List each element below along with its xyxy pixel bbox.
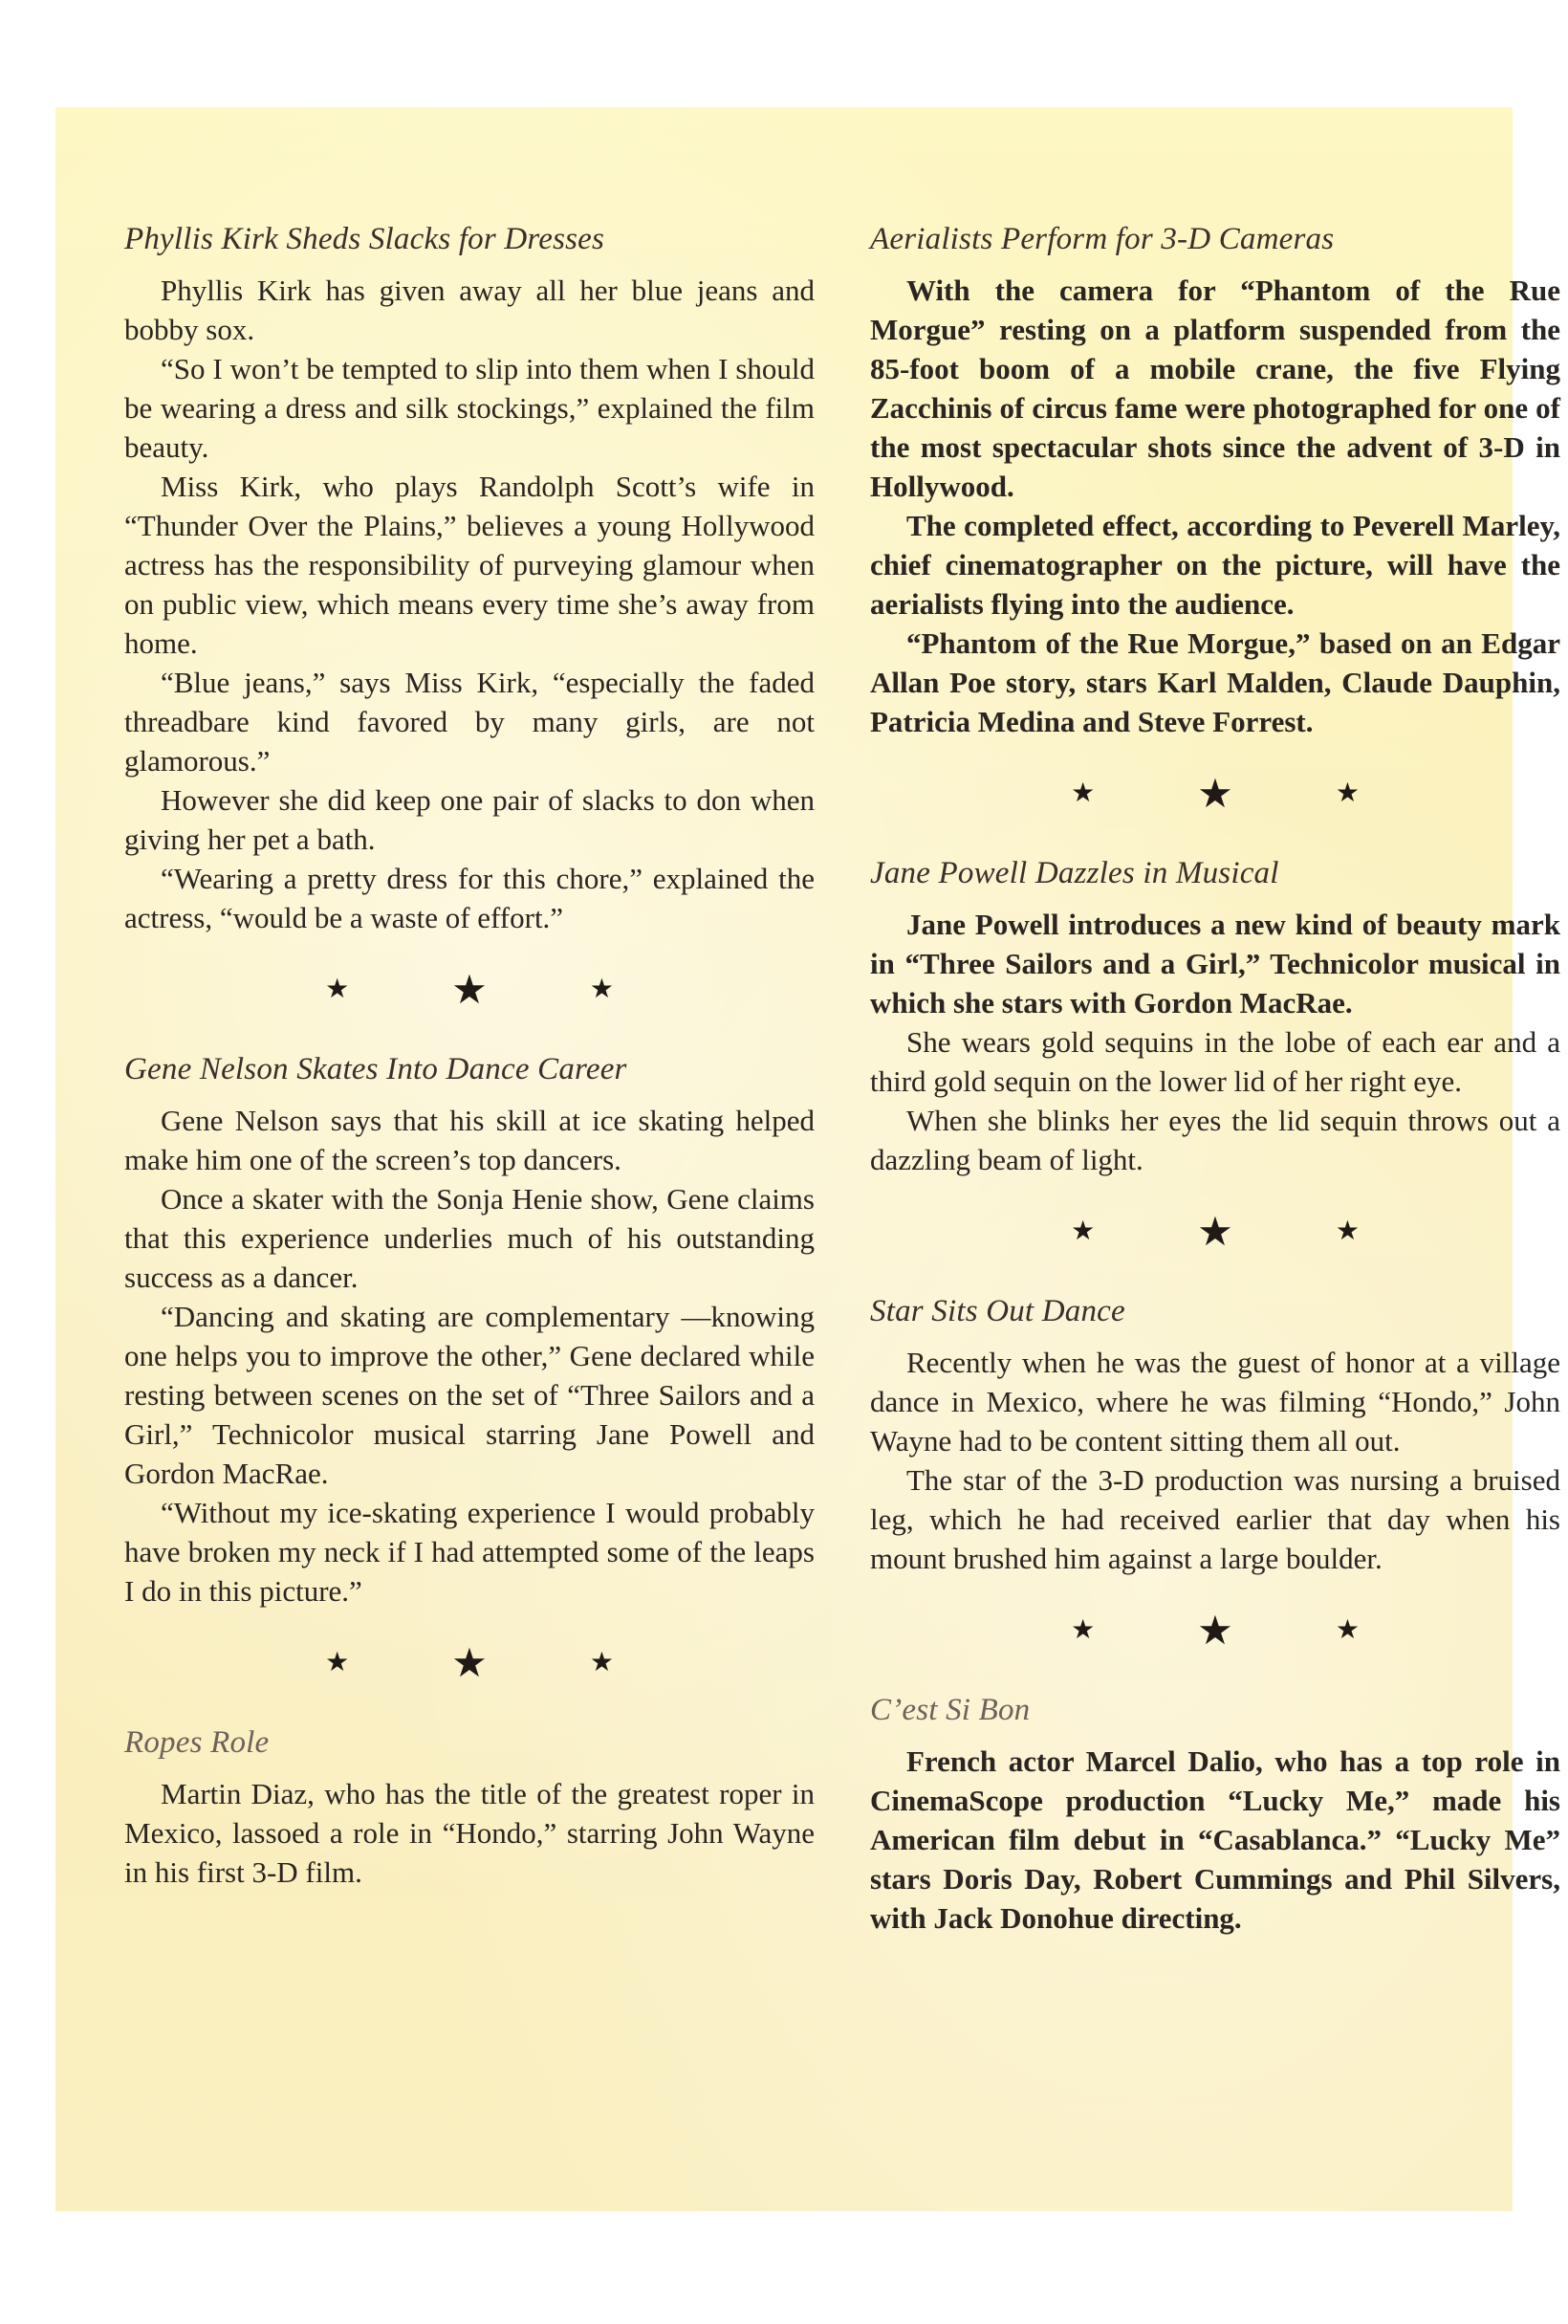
star-icon: ★ — [1335, 778, 1360, 808]
article-paragraph: Martin Diaz, who has the title of the greatest roper in Mexico, lassoed a role in “Hondo,” starring John Wayne in his first 3-D film. — [124, 1777, 815, 1889]
article-headline: C’est Si Bon — [870, 1693, 1031, 1727]
article-headline: Star Sits Out Dance — [870, 1294, 1125, 1328]
article-ropes-role — [124, 1725, 815, 1892]
star-separator — [124, 966, 815, 1014]
star-icon: ★ — [1197, 773, 1233, 817]
article-headline: Jane Powell Dazzles in Musical — [870, 856, 1279, 890]
article-paragraph: French actor Marcel Dalio, who has a top role in CinemaScope production “Lucky Me,” made his American film debut in “Casablanca.” “Lucky Me” stars Doris Day, Robert Cummings and Phil Silvers, with Jack Donohue directing. — [870, 1744, 1560, 1935]
article-headline: Phyllis Kirk Sheds Slacks for Dresses — [124, 222, 605, 256]
article-paragraph: With the camera for “Phantom of the Rue Morgue” resting on a platform suspended from the 85-foot boom of a mobile crane, the five Flying Zacchinis of circus fame were photographed for one of the most spectacular shots since the advent of 3-D in Hollywood. — [870, 274, 1560, 503]
magazine-page — [55, 107, 1560, 2211]
article-paragraph: Gene Nelson says that his skill at ice skating helped make him one of the screen’s top dancers. — [124, 1104, 815, 1176]
article-cest-si-bon — [870, 1693, 1560, 1938]
star-icon: ★ — [325, 975, 350, 1004]
star-icon: ★ — [589, 1648, 614, 1677]
star-separator — [870, 1607, 1560, 1655]
left-column — [124, 222, 815, 1892]
star-icon: ★ — [1071, 1615, 1096, 1645]
article-paragraph: Phyllis Kirk has given away all her blue jeans and bobby sox. — [124, 274, 815, 346]
star-separator — [124, 1639, 815, 1687]
article-paragraph: However she did keep one pair of slacks to don when giving her pet a bath. — [124, 783, 815, 856]
star-icon: ★ — [1071, 778, 1096, 808]
article-paragraph: The completed effect, according to Peverell Marley, chief cinematographer on the picture, will have the aerialists flying into the audience. — [870, 509, 1560, 621]
star-icon: ★ — [1197, 1211, 1233, 1255]
article-aerialists — [870, 222, 1560, 741]
article-paragraph: When she blinks her eyes the lid sequin throws out a dazzling beam of light. — [870, 1104, 1560, 1176]
article-paragraph: Once a skater with the Sonja Henie show, Gene claims that this experience underlies much of his outstanding success as a dancer. — [124, 1182, 815, 1294]
star-separator — [870, 1208, 1560, 1256]
article-paragraph: “Dancing and skating are complementary —knowing one helps you to improve the other,” Gene declared while resting between scenes on the set of “Three Sailors and a Girl,” Technicolor musical starring Jane Powell and Gordon MacRae. — [124, 1300, 815, 1490]
article-paragraph: Miss Kirk, who plays Randolph Scott’s wife in “Thunder Over the Plains,” believes a young Hollywood actress has the responsibility of purveying glamour when on public view, which means every time she’s away from home. — [124, 470, 815, 660]
star-icon: ★ — [1335, 1217, 1360, 1246]
star-icon: ★ — [1197, 1610, 1233, 1654]
article-paragraph: “Wearing a pretty dress for this chore,” explained the actress, “would be a waste of effort.” — [124, 862, 815, 934]
article-star-sits-out — [870, 1294, 1560, 1578]
article-paragraph: Recently when he was the guest of honor at a village dance in Mexico, where he was filming “Hondo,” John Wayne had to be content sitting them all out. — [870, 1346, 1560, 1458]
article-headline: Aerialists Perform for 3-D Cameras — [870, 222, 1335, 256]
article-paragraph: Jane Powell introduces a new kind of beauty mark in “Three Sailors and a Girl,” Technicolor musical in which she stars with Gordon MacRae. — [870, 908, 1560, 1019]
star-icon: ★ — [589, 975, 614, 1004]
star-icon: ★ — [1071, 1217, 1096, 1246]
article-paragraph: “Blue jeans,” says Miss Kirk, “especially the faded threadbare kind favored by many girls, are not glamorous.” — [124, 666, 815, 778]
article-paragraph: She wears gold sequins in the lobe of each ear and a third gold sequin on the lower lid of her right eye. — [870, 1025, 1560, 1098]
star-icon: ★ — [451, 1642, 488, 1686]
article-phyllis-kirk — [124, 222, 815, 937]
star-separator — [870, 770, 1560, 818]
article-jane-powell — [870, 856, 1560, 1179]
star-icon: ★ — [325, 1648, 350, 1677]
article-paragraph: The star of the 3-D production was nursing a bruised leg, which he had received earlier that day when his mount brushed him against a large boulder. — [870, 1463, 1560, 1575]
article-gene-nelson — [124, 1052, 815, 1611]
article-paragraph: “So I won’t be tempted to slip into them when I should be wearing a dress and silk stockings,” explained the film beauty. — [124, 352, 815, 464]
star-icon: ★ — [1335, 1615, 1360, 1645]
article-paragraph: “Without my ice-skating experience I would probably have broken my neck if I had attempted some of the leaps I do in this picture.” — [124, 1496, 815, 1608]
article-paragraph: “Phantom of the Rue Morgue,” based on an Edgar Allan Poe story, stars Karl Malden, Claude Dauphin, Patricia Medina and Steve Forrest. — [870, 626, 1560, 738]
right-column — [870, 222, 1560, 1938]
star-icon: ★ — [451, 969, 488, 1013]
article-headline: Ropes Role — [124, 1725, 270, 1760]
article-headline: Gene Nelson Skates Into Dance Career — [124, 1052, 627, 1086]
